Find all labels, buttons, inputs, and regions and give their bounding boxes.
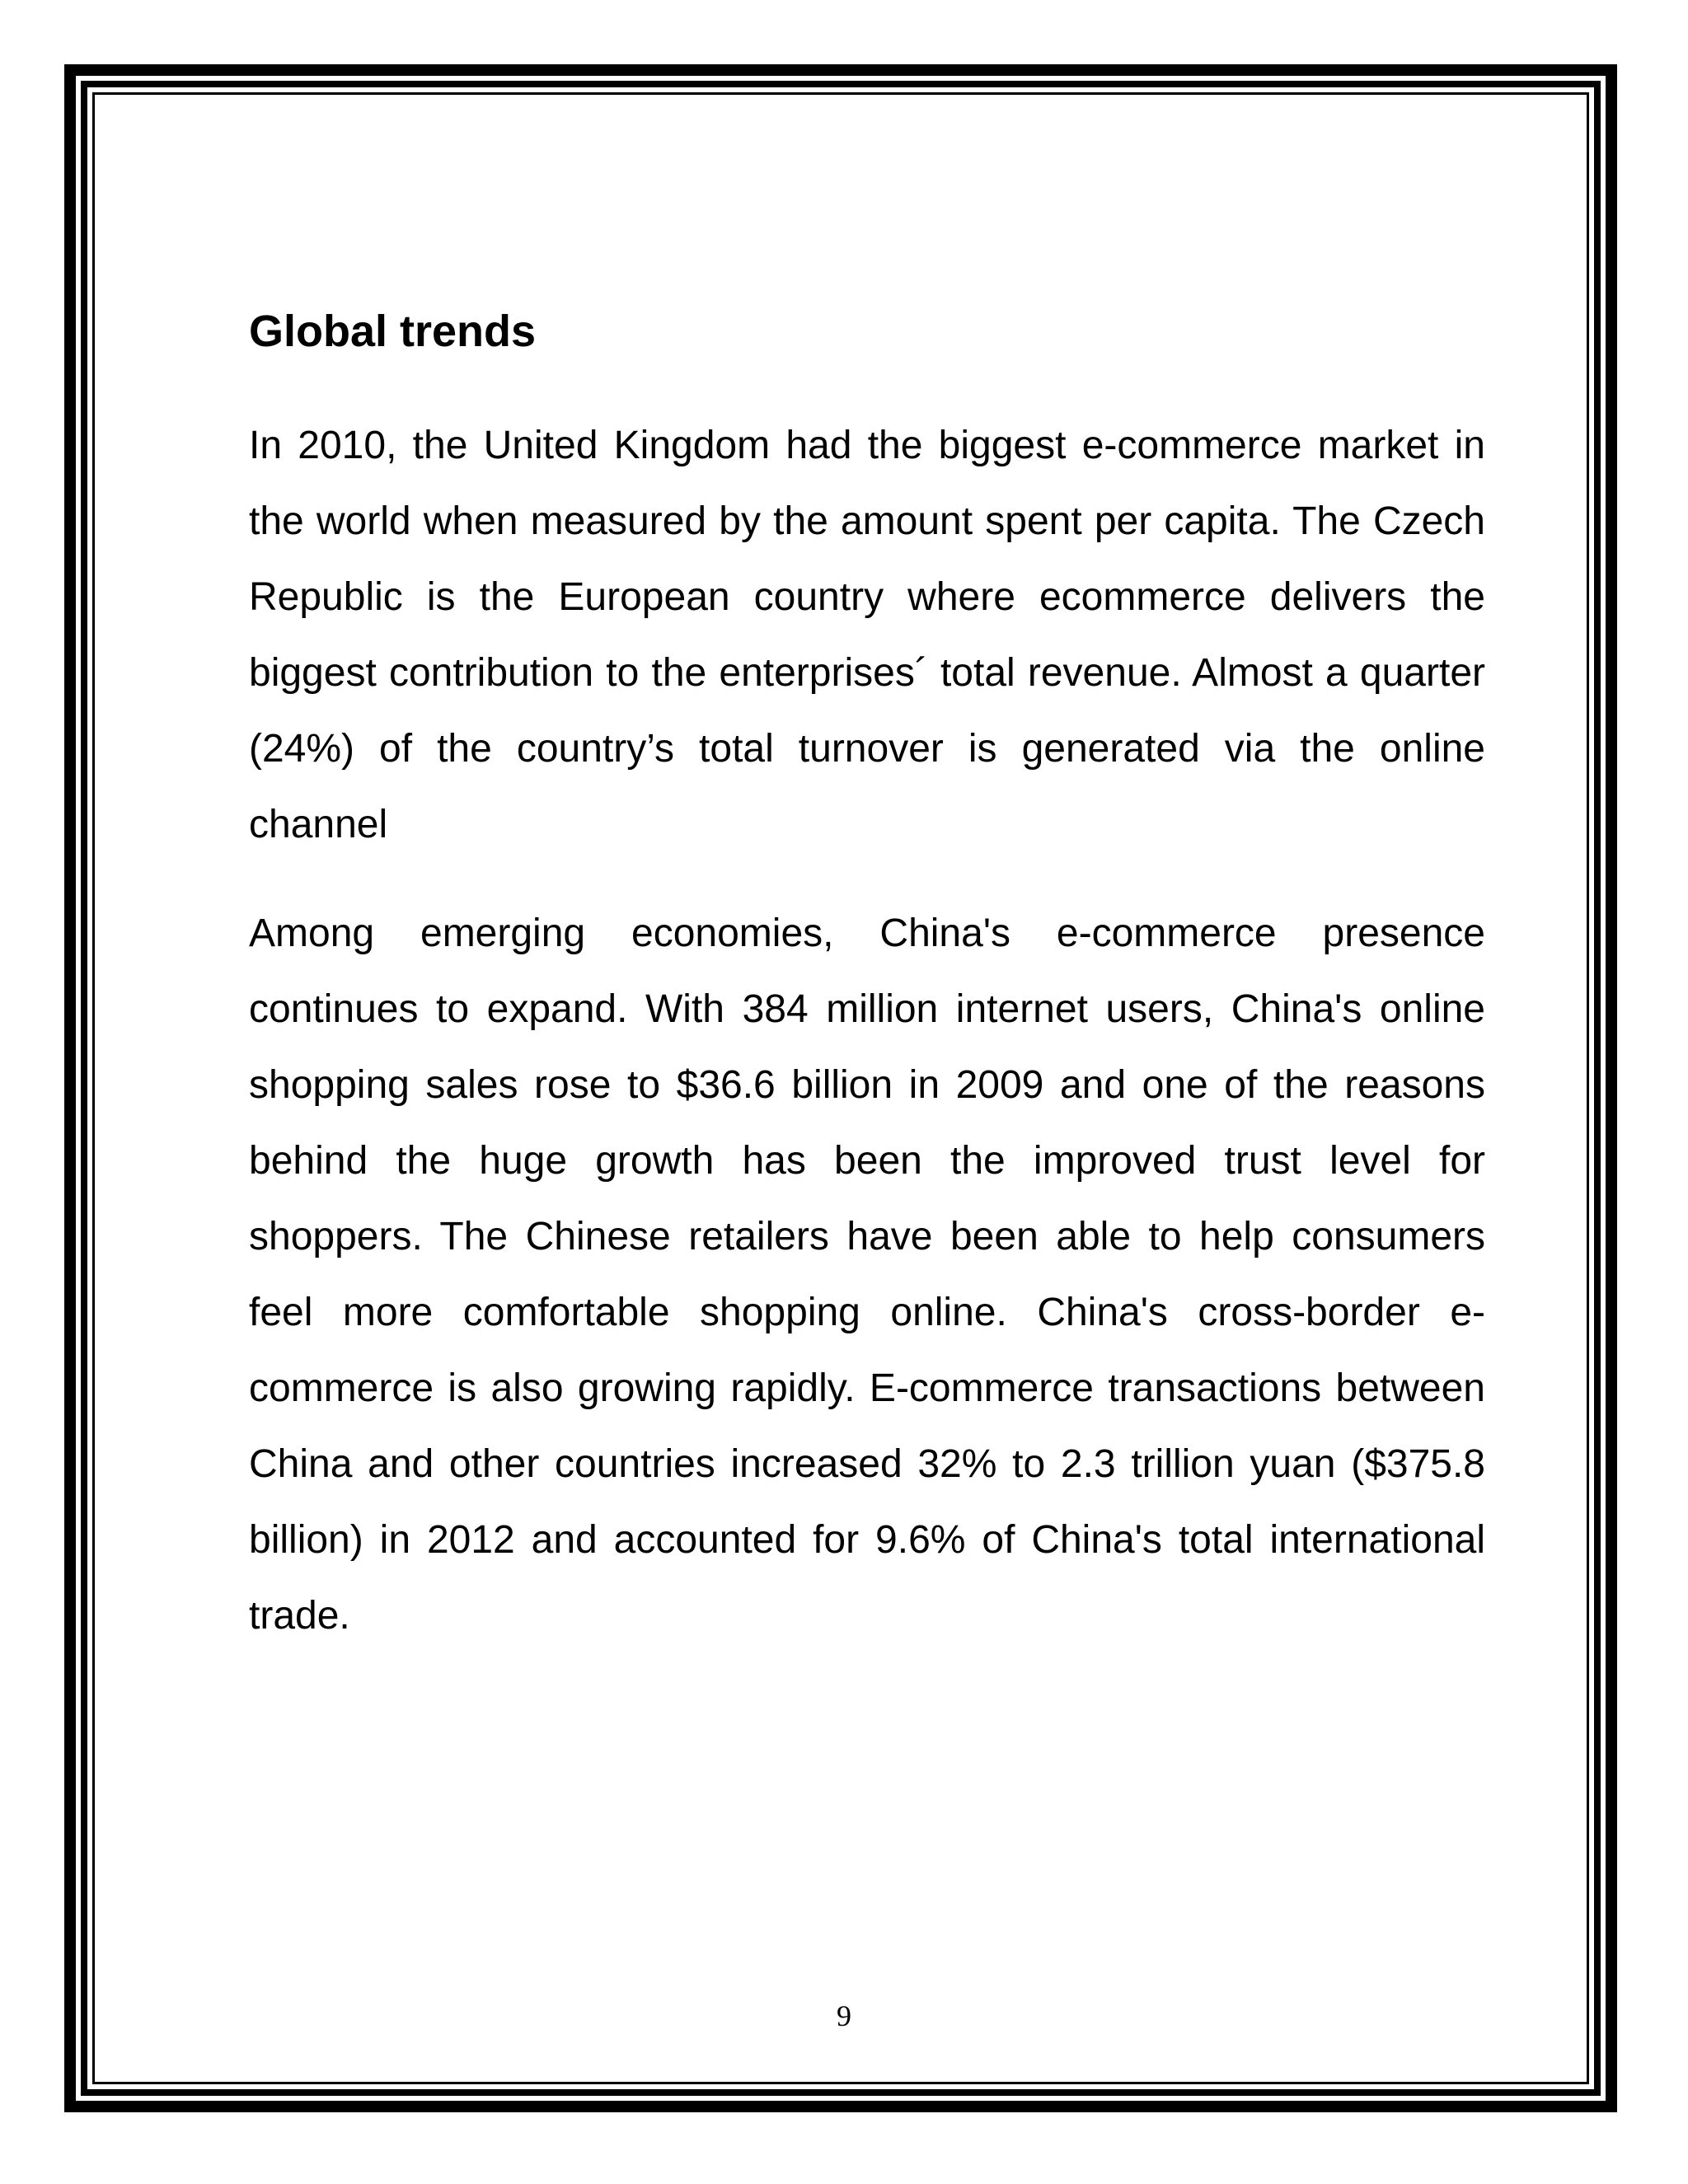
page-number: 9 [837, 1999, 851, 2032]
section-heading: Global trends [249, 307, 537, 356]
paragraph-china: Among emerging economies, China's e-commerce presence continues to expand. With 384 million internet users, China's online shopping sales rose to $36.6 billion in 2009 and one of the reasons behind the huge growth has been the improved trust level for shoppers. The Chinese retailers have been able to help consumers feel more comfortable shopping online. China's cross-border e-commerce is also growing rapidly. E-commerce transactions between China and other countries increased 32% to 2.3 trillion yuan ($375.8 billion) in 2012 and accounted for 9.6% of China's total international trade. [249, 911, 1485, 1638]
paragraph-uk-czech: In 2010, the United Kingdom had the biggest e-commerce market in the world when measured by the amount spent per capita. The Czech Republic is the European country where ecommerce delivers the biggest contribution to the enterprises´ total revenue. Almost a quarter (24%) of the country’s total turnover is generated via the online channel [249, 423, 1485, 846]
page-content [249, 305, 1485, 1687]
